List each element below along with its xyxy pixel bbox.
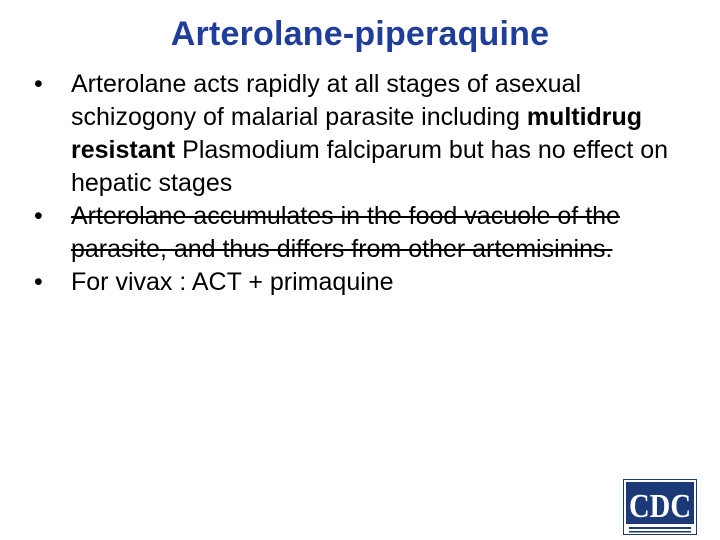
bullet-text: For vivax : ACT + primaquine	[71, 268, 394, 296]
bullet-dot: •	[34, 268, 43, 296]
bullet-item-vivax	[34, 266, 684, 299]
bullet-text-start: Arterolane acts rapidly at all stages of asexual schizogony of malarial parasite including	[71, 70, 581, 131]
bullet-dot: •	[34, 202, 43, 230]
bullet-text: Arterolane accumulates in the food vacuole of the parasite, and thus differs from other artemisinins.	[71, 202, 620, 263]
bullet-dot: •	[34, 70, 43, 98]
bullet-item-arterolane-action	[34, 68, 684, 200]
bullet-item-food-vacuole-struck	[34, 200, 684, 266]
cdc-logo-icon	[623, 479, 697, 535]
cdc-logo-text: CDC	[629, 488, 691, 525]
bullet-list	[34, 68, 684, 299]
slide-title: Arterolane-piperaquine	[170, 15, 550, 53]
bullet-text-end: Plasmodium falciparum but has no effect on hepatic stages	[71, 136, 669, 197]
bullet-text-bold: multidrug resistant	[71, 103, 643, 164]
